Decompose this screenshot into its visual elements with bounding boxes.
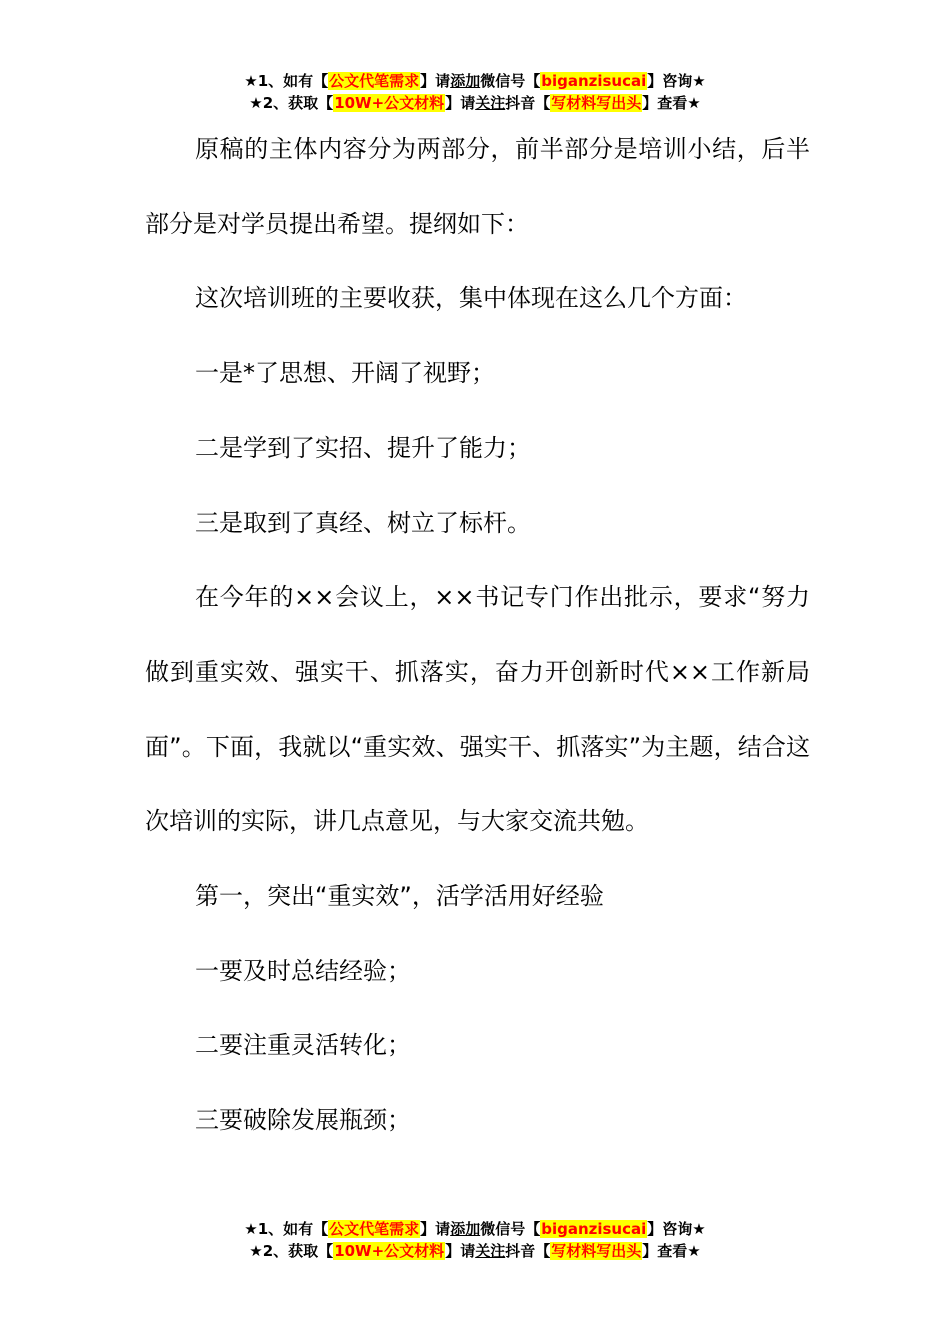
banner-highlight: 公文代笔需求 <box>329 1220 420 1238</box>
paragraph: 原稿的主体内容分为两部分，前半部分是培训小结，后半部分是对学员提出希望。提纲如下： <box>145 135 810 238</box>
banner-underline: 添加 <box>450 72 481 90</box>
paragraph: 这次培训班的主要收获，集中体现在这么几个方面： <box>195 284 747 313</box>
banner-highlight: 10W+公文材料 <box>334 94 445 112</box>
banner-underline: 添加 <box>450 1220 481 1238</box>
paragraph: 在今年的××会议上，××书记专门作出批示，要求“努力做到重实效、强实干、抓落实，奋力开创新时代××工作新局面”。下面，我就以“重实效、强实干、抓落实”为主题，结合这次培训的实际，讲几点意见，与大家交流共勉。 <box>145 583 810 836</box>
footer-banner <box>0 1218 950 1262</box>
banner-highlight: 写材料写出头 <box>551 1242 642 1260</box>
banner-highlight: 10W+公文材料 <box>334 1242 445 1260</box>
banner-text: 】咨询★ <box>647 1220 706 1238</box>
banner-underline: 关注 <box>475 94 506 112</box>
banner-line-1 <box>0 1218 950 1240</box>
banner-line-2 <box>0 1240 950 1262</box>
banner-text: 】请 <box>420 1220 451 1238</box>
banner-text: 】请 <box>445 94 476 112</box>
banner-text: 】请 <box>420 72 451 90</box>
paragraph: 一是*了思想、开阔了视野； <box>195 359 495 388</box>
banner-underline: 关注 <box>475 1242 506 1260</box>
document-body <box>145 112 810 1158</box>
paragraph: 三要破除发展瓶颈； <box>195 1106 411 1135</box>
banner-text: ★2、获取【 <box>249 1242 334 1260</box>
banner-highlight: biganzisucai <box>541 72 647 90</box>
banner-highlight: 写材料写出头 <box>551 94 642 112</box>
banner-text: 抖音【 <box>505 94 551 112</box>
banner-text: 抖音【 <box>505 1242 551 1260</box>
banner-highlight: biganzisucai <box>541 1220 647 1238</box>
section-heading: 第一，突出“重实效”，活学活用好经验 <box>195 882 604 911</box>
banner-text: 】咨询★ <box>647 72 706 90</box>
banner-text: ★2、获取【 <box>249 94 334 112</box>
banner-text: ★1、如有【 <box>244 72 329 90</box>
banner-text: 】查看★ <box>642 1242 701 1260</box>
banner-line-2 <box>0 92 950 114</box>
banner-line-1 <box>0 70 950 92</box>
paragraph: 二是学到了实招、提升了能力； <box>195 433 531 462</box>
header-banner <box>0 70 950 114</box>
paragraph: 一要及时总结经验； <box>195 956 411 985</box>
banner-text: 】请 <box>445 1242 476 1260</box>
banner-highlight: 公文代笔需求 <box>329 72 420 90</box>
paragraph: 二要注重灵活转化； <box>195 1031 411 1060</box>
paragraph: 三是取到了真经、树立了标杆。 <box>195 508 531 537</box>
banner-text: 微信号【 <box>480 1220 541 1238</box>
banner-text: 】查看★ <box>642 94 701 112</box>
banner-text: ★1、如有【 <box>244 1220 329 1238</box>
banner-text: 微信号【 <box>480 72 541 90</box>
